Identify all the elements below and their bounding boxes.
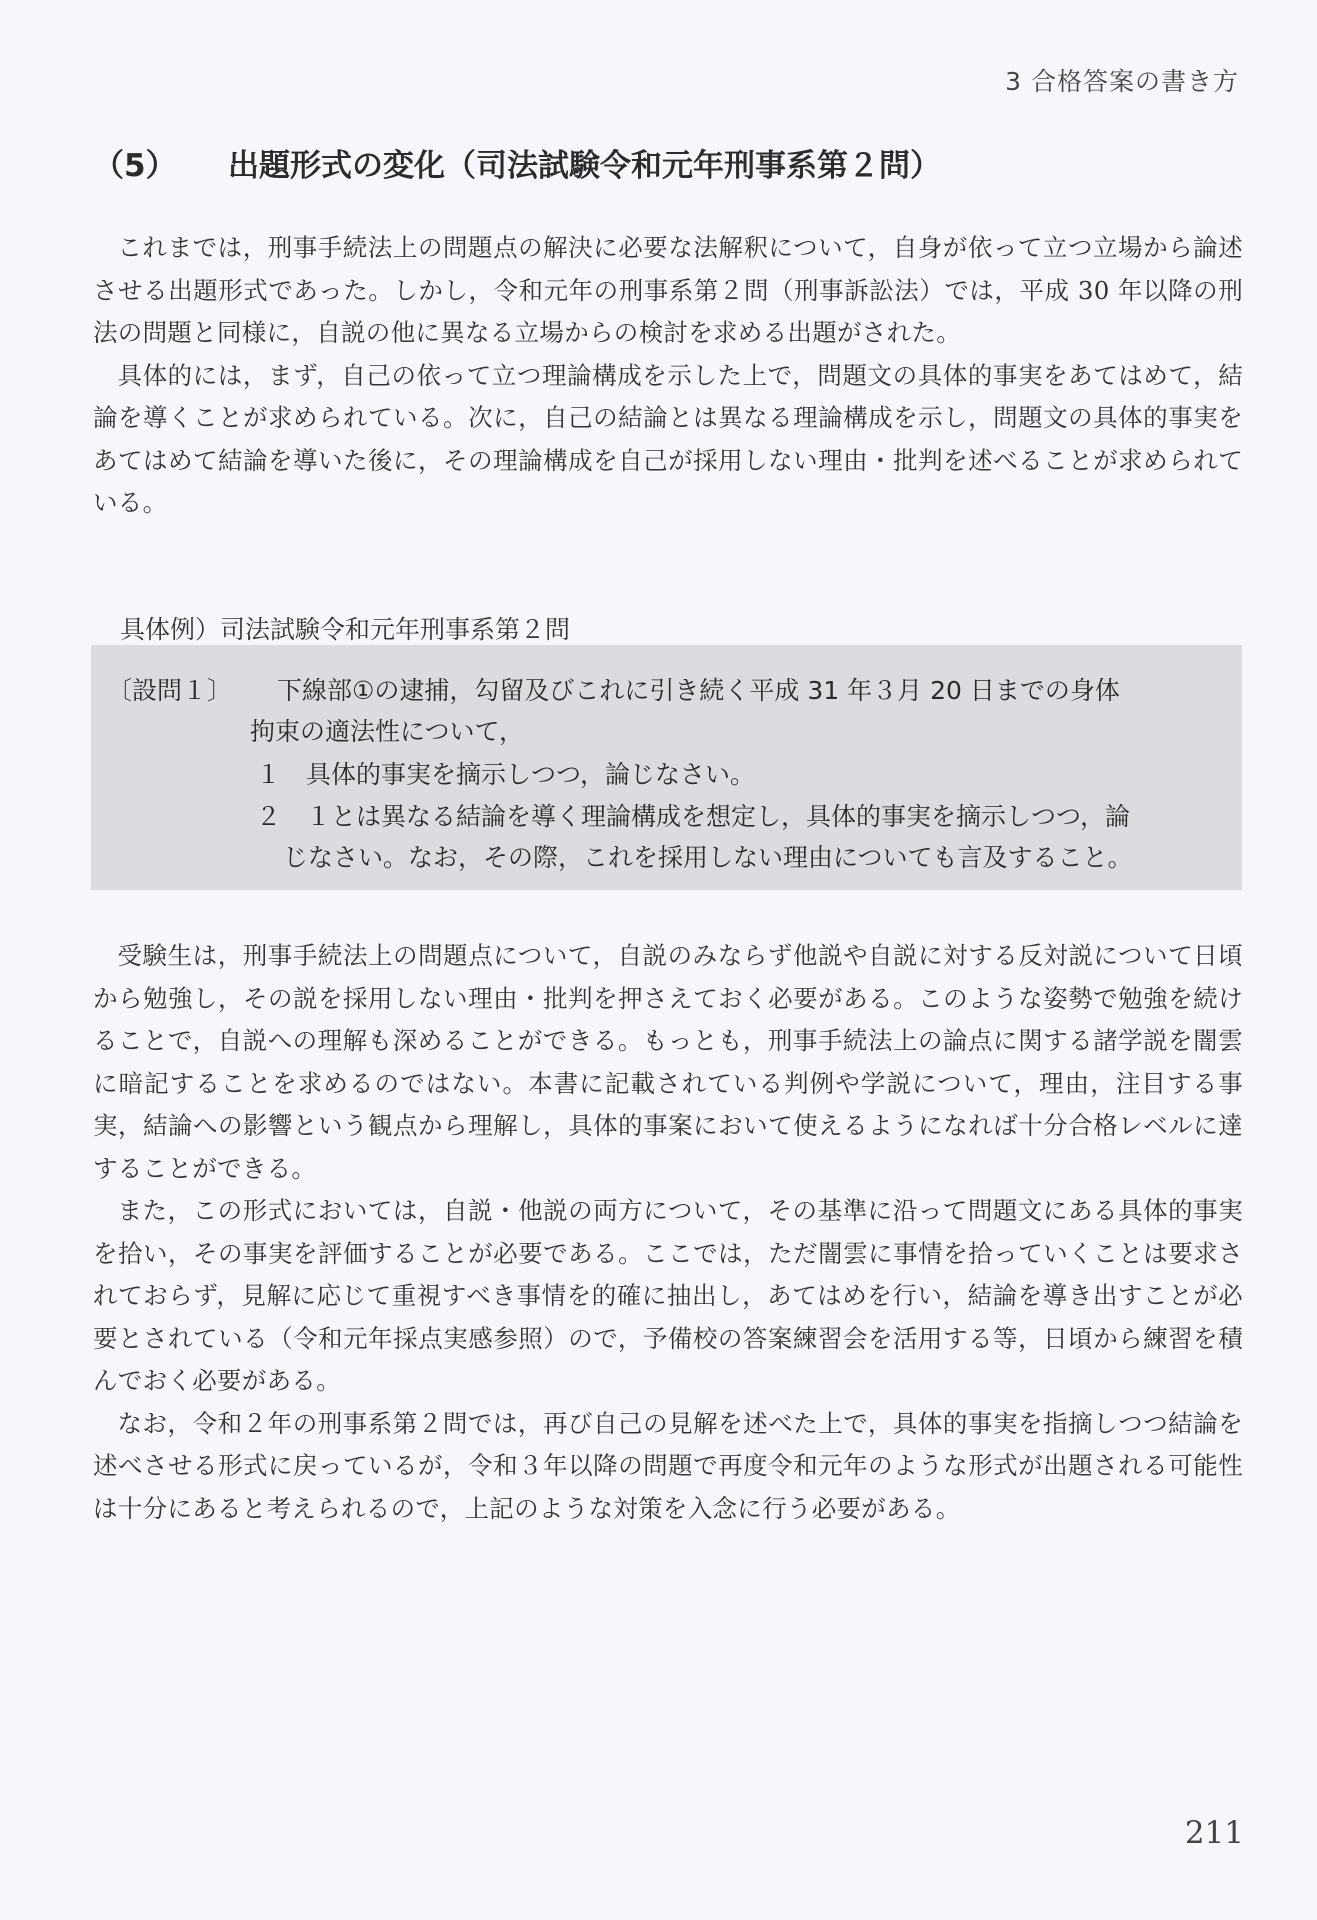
paragraph: これまでは，刑事手続法上の問題点の解決に必要な法解釈について，自身が依って立つ立場から論述させる出題形式であった。しかし，令和元年の刑事系第２問（刑事訴訟法）では，平成 30 年以降の刑法の問題と同様に，自説の他に異なる立場からの検討を求める出題がされた。 <box>93 233 1243 347</box>
section-number: （5） <box>93 148 177 184</box>
question-text-line: 拘束の適法性について， <box>250 717 525 746</box>
question-box <box>91 645 1242 890</box>
body-text <box>93 935 1243 1530</box>
question-text-line: 下線部①の逮捕，勾留及びこれに引き続く平成 31 年３月 20 日までの身体 <box>277 676 1120 705</box>
question-item-2-continuation: じなさい。なお，その際，これを採用しない理由についても言及すること。 <box>283 843 1133 872</box>
paragraph: なお，令和２年の刑事系第２問では，再び自己の見解を述べた上で，具体的事実を指摘しつつ結論を述べさせる形式に戻っているが，令和３年以降の問題で再度令和元年のような形式が出題される可能性は十分にあると考えられるので，上記のような対策を入念に行う必要がある。 <box>93 1408 1243 1523</box>
page-number: 211 <box>1184 1815 1244 1851</box>
running-head: 3 合格答案の書き方 <box>1005 67 1239 96</box>
section-title <box>93 140 941 185</box>
intro-text <box>93 227 1243 525</box>
paragraph: 具体的には，まず，自己の依って立つ理論構成を示した上で，問題文の具体的事実をあてはめて，結論を導くことが求められている。次に，自己の結論とは異なる理論構成を示し，問題文の具体的事実をあてはめて結論を導いた後に，その理論構成を自己が採用しない理由・批判を述べることが求められている。 <box>93 360 1243 517</box>
example-label: 具体例）司法試験令和元年刑事系第２問 <box>120 615 571 644</box>
question-item-2: ２ １とは異なる結論を導く理論構成を想定し，具体的事実を摘示しつつ，論 <box>256 802 1131 831</box>
section-title-text: 出題形式の変化（司法試験令和元年刑事系第２問） <box>228 148 941 184</box>
question-item-1: １ 具体的事実を摘示しつつ，論じなさい。 <box>256 760 756 789</box>
question-label: 〔設問１〕 <box>107 676 233 705</box>
paragraph: また，この形式においては，自説・他説の両方について，その基準に沿って問題文にある具体的事実を拾い，その事実を評価することが必要である。ここでは，ただ闇雲に事情を拾っていくことは要求されておらず，見解に応じて重視すべき事情を的確に抽出し，あてはめを行い，結論を導き出すことが必要とされている（令和元年採点実感参照）ので，予備校の答案練習会を活用する等，日頃から練習を積んでおく必要がある。 <box>93 1196 1243 1395</box>
paragraph: 受験生は，刑事手続法上の問題点について，自説のみならず他説や自説に対する反対説について日頃から勉強し，その説を採用しない理由・批判を押さえておく必要がある。このような姿勢で勉強を続けることで，自説への理解も深めることができる。もっとも，刑事手続法上の論点に関する諸学説を闇雲に暗記することを求めるのではない。本書に記載されている判例や学説について，理由，注目する事実，結論への影響という観点から理解し，具体的事案において使えるようになれば十分合格レベルに達することができる。 <box>93 941 1243 1183</box>
